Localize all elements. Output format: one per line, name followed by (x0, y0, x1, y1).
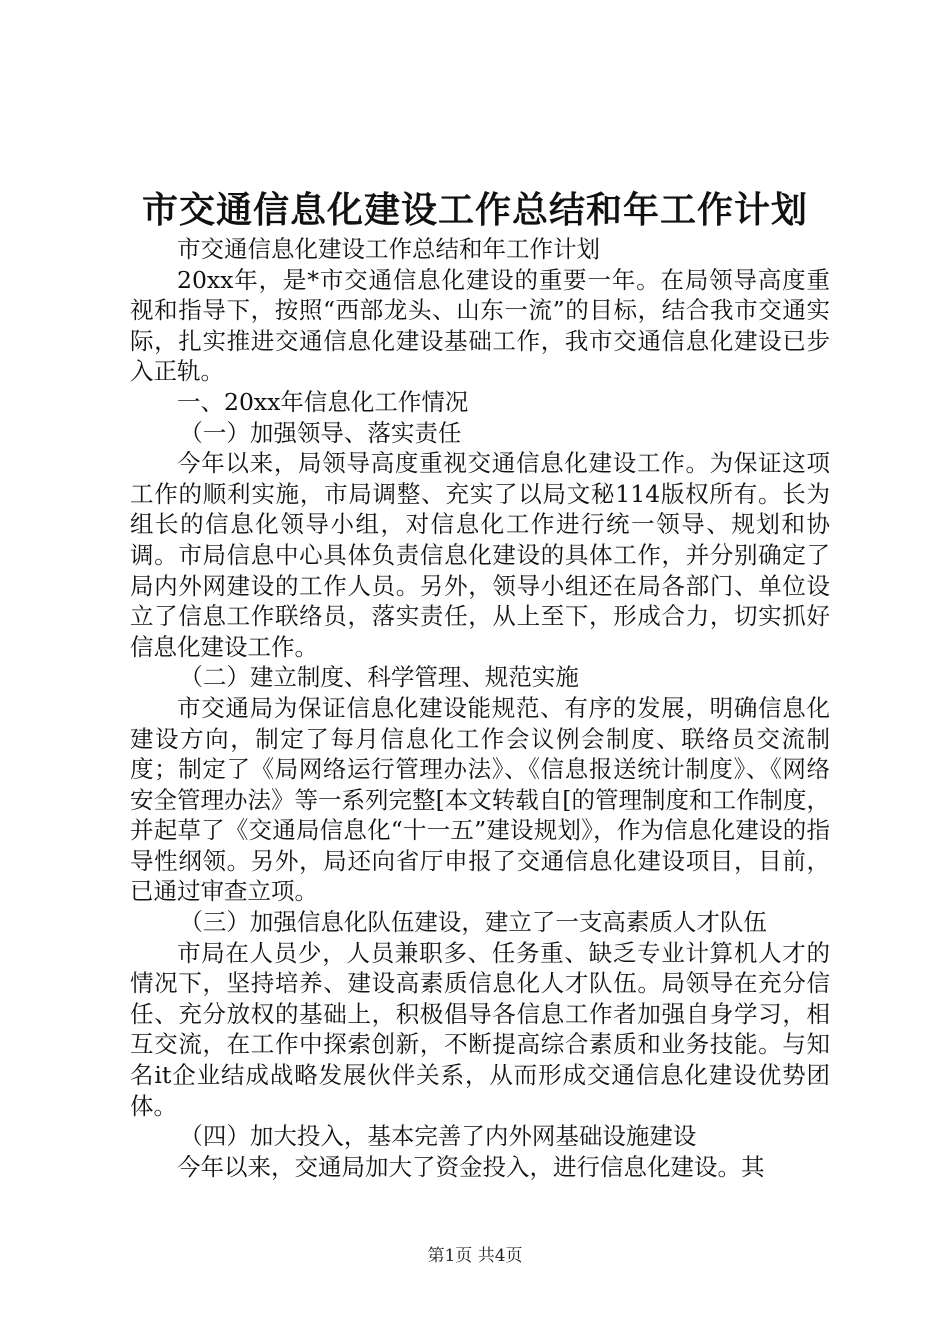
subsection-heading-4: （四）加大投入，基本完善了内外网基础设施建设 (179, 1122, 697, 1151)
document-body (130, 234, 830, 1182)
subsection-heading-2: （二）建立制度、科学管理、规范实施 (179, 663, 579, 692)
subsection-heading-1: （一）加强领导、落实责任 (179, 418, 462, 447)
paragraph-subtitle: 市交通信息化建设工作总结和年工作计划 (177, 235, 600, 263)
paragraph-intro: 20xx年，是*市交通信息化建设的重要一年。在局领导高度重视和指导下，按照“西部龙头、山东一流”的目标，结合我市交通实际，扎实推进交通信息化建设基础工作，我市交通信息化建设已步入正轨。 (130, 265, 830, 386)
paragraph-investment: 今年以来，交通局加大了资金投入，进行信息化建设。其 (177, 1152, 765, 1181)
page-footer: 第1页 共4页 (427, 1246, 523, 1266)
subsection-heading-3: （三）加强信息化队伍建设，建立了一支高素质人才队伍 (179, 908, 767, 937)
paragraph-leadership: 今年以来，局领导高度重视交通信息化建设工作。为保证这项工作的顺利实施，市局调整、充实了以局文秘114版权所有。长为组长的信息化领导小组，对信息化工作进行统一领导、规划和协调。市局信息中心具体负责信息化建设的具体工作，并分别确定了局内外网建设的工作人员。另外，领导小组还在局各部门、单位设立了信息工作联络员，落实责任，从上至下，形成合力，切实抓好信息化建设工作。 (130, 449, 830, 661)
paragraph-team: 市局在人员少，人员兼职多、任务重、缺乏专业计算机人才的情况下，坚持培养、建设高素质信息化人才队伍。局领导在充分信任、充分放权的基础上，积极倡导各信息工作者加强自身学习，相互交流，在工作中探索创新，不断提高综合素质和业务技能。与知名it企业结成战略发展伙伴关系，从而形成交通信息化建设优势团体。 (130, 938, 830, 1120)
paragraph-system: 市交通局为保证信息化建设能规范、有序的发展，明确信息化建设方向，制定了每月信息化工作会议例会制度、联络员交流制度；制定了《局网络运行管理办法》、《信息报送统计制度》、《网络安全管理办法》等一系列完整[本文转载自[的管理制度和工作制度，并起草了《交通局信息化“十一五”建设规划》，作为信息化建设的指导性纲领。另外，局还向省厅申报了交通信息化建设项目，目前，已通过审查立项。 (130, 693, 830, 906)
document-title: 市交通信息化建设工作总结和年工作计划 (141, 189, 808, 231)
section-heading: 一、20xx年信息化工作情况 (177, 387, 469, 416)
